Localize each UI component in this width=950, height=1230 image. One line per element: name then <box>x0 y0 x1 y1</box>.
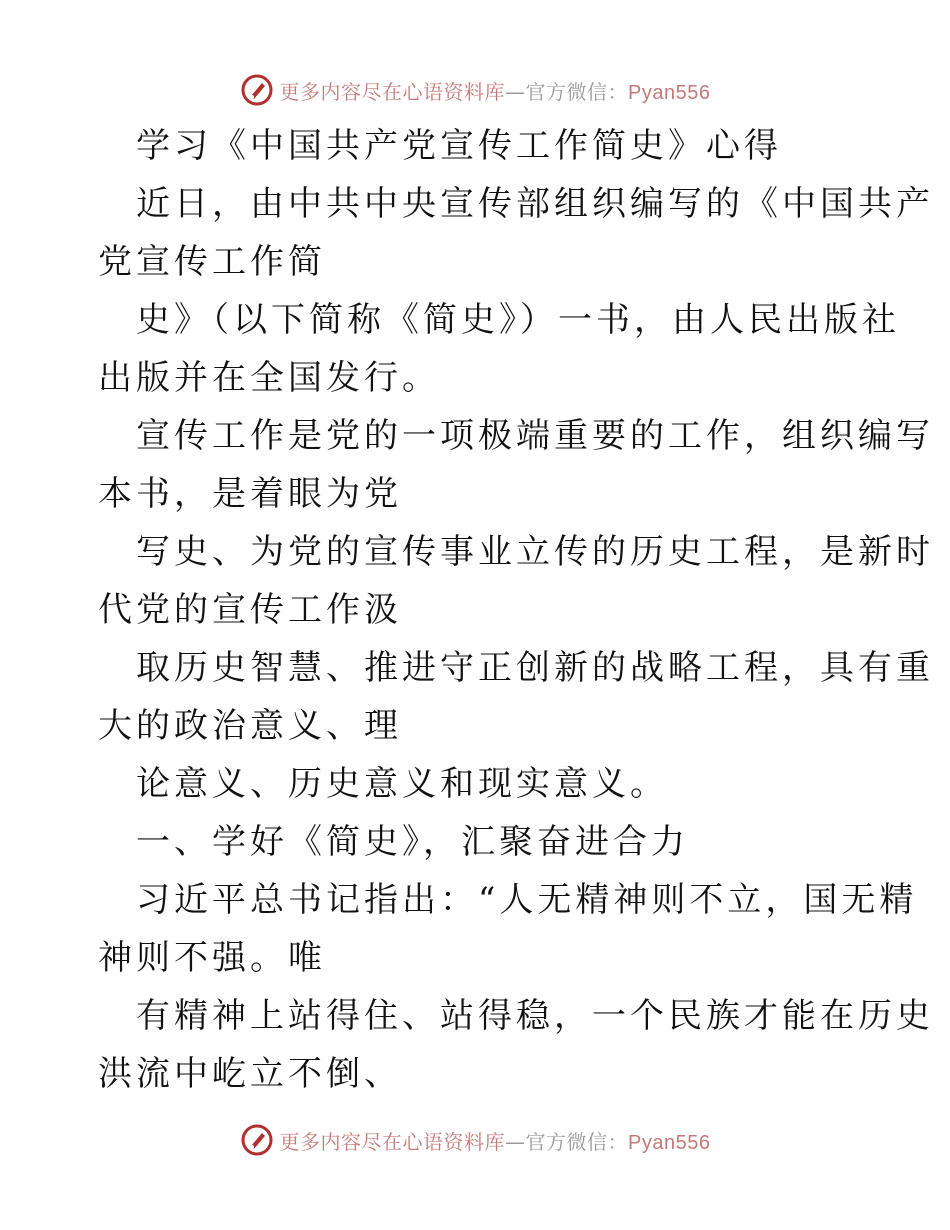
text-line: 宣传工作是党的一项极端重要的工作，组织编写 <box>136 416 934 456</box>
footer-watermark <box>0 1120 950 1160</box>
text-line: 史》（以下简称《简史》）一书，由人民出版社 <box>136 300 900 340</box>
text-line: 大的政治意义、理 <box>98 706 402 746</box>
text-line: 代党的宣传工作汲 <box>98 590 402 630</box>
watermark-text: 更多内容尽在心语资料库—官方微信：Pyan556 <box>279 79 711 104</box>
text-line: 出版并在全国发行。 <box>98 358 440 398</box>
text-line: 论意义、历史意义和现实意义。 <box>136 764 668 804</box>
brand-logo-icon <box>240 73 274 107</box>
text-line: 习近平总书记指出：“人无精神则不立，国无精 <box>136 880 918 920</box>
text-line: 取历史智慧、推进守正创新的战略工程，具有重 <box>136 648 934 688</box>
text-line: 洪流中屹立不倒、 <box>98 1054 402 1094</box>
brand-logo-icon <box>240 1123 274 1157</box>
text-line: 党宣传工作简 <box>98 242 326 282</box>
header-watermark <box>0 70 950 110</box>
text-line: 本书，是着眼为党 <box>98 474 402 514</box>
watermark-text: 更多内容尽在心语资料库—官方微信：Pyan556 <box>279 1129 711 1154</box>
document-body <box>98 117 934 1103</box>
text-line: 学习《中国共产党宣传工作简史》心得 <box>136 126 782 166</box>
text-line: 神则不强。唯 <box>98 938 326 978</box>
text-line: 写史、为党的宣传事业立传的历史工程，是新时 <box>136 532 934 572</box>
text-line: 有精神上站得住、站得稳，一个民族才能在历史 <box>136 996 934 1036</box>
text-line: 一、学好《简史》，汇聚奋进合力 <box>136 822 689 862</box>
text-line: 近日，由中共中央宣传部组织编写的《中国共产 <box>136 184 934 224</box>
